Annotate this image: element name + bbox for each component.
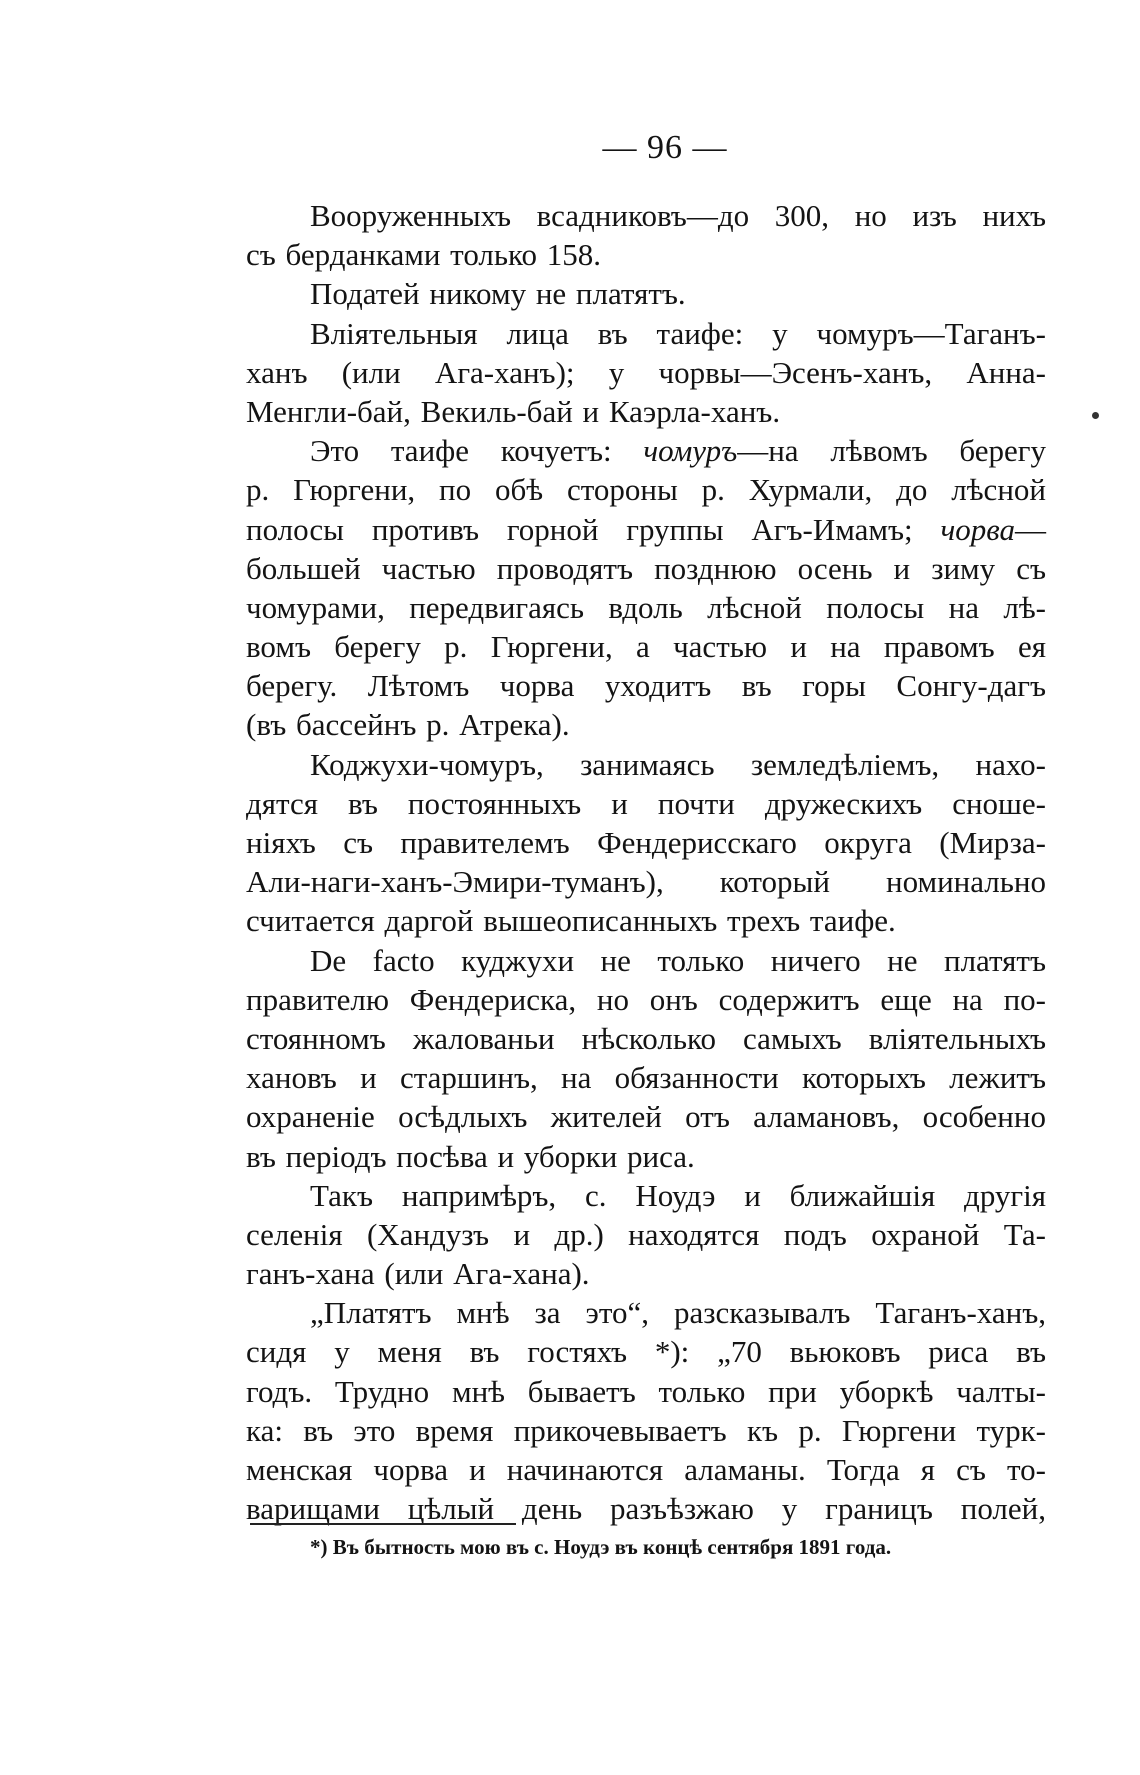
text-line: Али-наги-ханъ-Эмири-туманъ), который номинально (246, 864, 1046, 900)
text-line: берегу. Лѣтомъ чорва уходитъ въ горы Сонгу-дагъ (246, 668, 1046, 704)
text-line: Вооруженныхъ всадниковъ—до 300, но изъ нихъ (310, 198, 1046, 233)
text-line: De facto куджухи не только ничего не платятъ (310, 942, 1046, 978)
text-line: годъ. Трудно мнѣ бываетъ только при уборкѣ чалты- (246, 1373, 1046, 1409)
text-line: съ берданками только 158. (246, 237, 602, 273)
text-line: чомурами, передвигаясь вдоль лѣсной полосы на лѣ- (246, 589, 1046, 625)
text-line: „Платятъ мнѣ за это“, разсказывалъ Таганъ-ханъ, (310, 1295, 1046, 1331)
body-text (246, 196, 1046, 1528)
text-line: въ періодъ посѣва и уборки риса. (246, 1138, 695, 1174)
text-line: ганъ-хана (или Ага-хана). (246, 1256, 590, 1292)
text-line: дятся въ постоянныхъ и почти дружескихъ снoше- (246, 785, 1046, 821)
text-segment: —на лѣвомъ берегу (737, 433, 1046, 469)
text-line: менская чорва и начинаются аламаны. Тогда я съ то- (246, 1452, 1046, 1487)
text-line: правителю Фендериска, но онъ содержитъ еще на по- (246, 981, 1046, 1017)
text-line: сидя у меня въ гостяхъ *): „70 вьюковъ риса въ (246, 1334, 1046, 1370)
text-line: вомъ берегу р. Гюргени, а частью и на правомъ ея (246, 629, 1046, 665)
text-line: хановъ и старшинъ, на обязанности которыхъ лежитъ (246, 1060, 1046, 1096)
text-line: Вліятельныя лица въ таифе: у чомуръ—Таганъ- (310, 315, 1046, 351)
text-line: охраненіе осѣдлыхъ жителей отъ аламановъ, особенно (246, 1099, 1046, 1135)
print-speck (1092, 412, 1099, 419)
text-line: ніяхъ съ правителемъ Фендерисскаго округа (Мирза- (246, 825, 1046, 860)
text-line: р. Гюргени, по обѣ стороны р. Хурмали, до лѣсной (246, 472, 1046, 508)
text-segment: полосы противъ горной группы Агъ-Имамъ; (246, 511, 941, 547)
text-line: стоянномъ жалованьи нѣсколько самыхъ вліятельныхъ (246, 1020, 1046, 1056)
text-line: Податей никому не платятъ. (310, 276, 686, 312)
text-line: ханъ (или Ага-ханъ); у чорвы—Эсенъ-ханъ, Анна- (246, 354, 1046, 390)
italic-term: чорва (940, 511, 1015, 547)
italic-term: чомуръ (643, 433, 738, 469)
text-segment: Это таифе кочуетъ: (310, 433, 644, 469)
footnote: *) Въ бытность мою въ с. Ноудэ въ концѣ сентября 1891 года. (310, 1535, 892, 1559)
text-line: селенія (Хандузъ и др.) находятся подъ охраной Та- (246, 1216, 1046, 1252)
page-number: — 96 — (602, 129, 728, 166)
text-line: считается даргой вышеописанныхъ трехъ таифе. (246, 903, 896, 939)
text-line: большей частью проводятъ позднюю осень и зиму съ (246, 550, 1046, 586)
text-line: Менгли-бай, Векиль-бай и Каэрла-ханъ. (246, 393, 781, 429)
text-line: Коджухи-чомуръ, занимаясь земледѣліемъ, нахо- (310, 746, 1046, 782)
text-line: ка: въ это время прикочевываетъ къ р. Гюргени турк- (246, 1412, 1046, 1448)
text-line (246, 510, 1046, 549)
footnote-rule (250, 1523, 516, 1525)
text-line: (въ бассейнъ р. Атрека). (246, 707, 570, 743)
text-segment: — (1015, 511, 1046, 547)
text-line: Такъ напримѣръ, с. Ноудэ и ближайшія другія (310, 1177, 1046, 1213)
text-line (246, 431, 1046, 470)
text-line: варищами цѣлый день разъѣзжаю у границъ полей, (246, 1491, 1046, 1527)
